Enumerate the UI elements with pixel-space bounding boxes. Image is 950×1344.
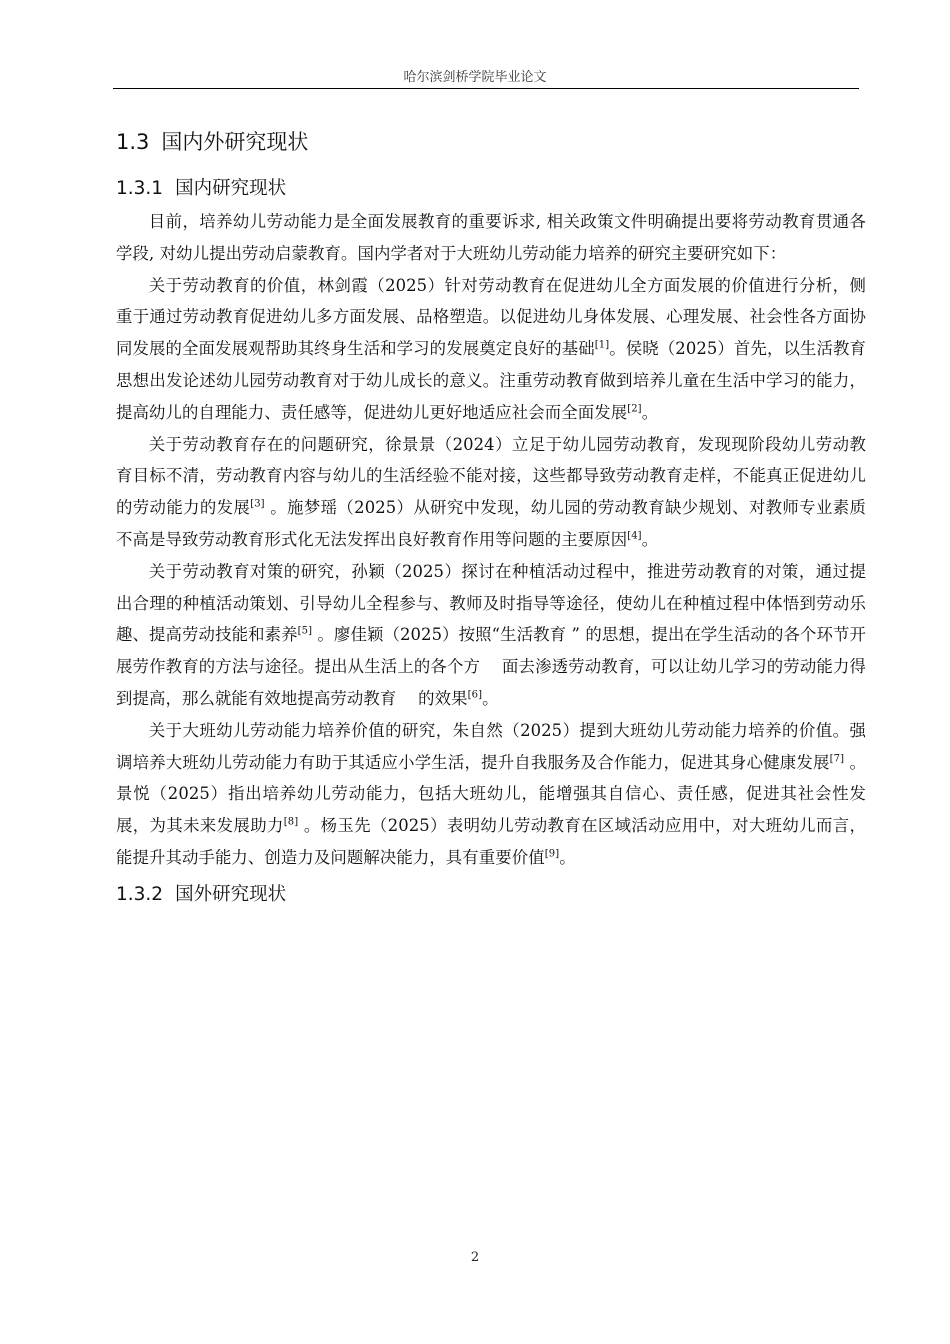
citation-ref[interactable]: [3] (250, 498, 265, 510)
subsection-number: 1.3.2 (116, 883, 164, 905)
section-title: 国内外研究现状 (161, 130, 309, 154)
citation-ref[interactable]: [8] (283, 816, 299, 828)
paragraph-strategies: 关于劳动教育对策的研究，孙颖（2025）探讨在种植活动过程中，推进劳动教育的对策，通过提出合理的种植活动策划、引导幼儿全程参与、教师及时指导等途径，使幼儿在种植过程中体悟到劳动乐趣、提高劳动技能和素养[5] 。廖佳颖（2025）按照“生活教育 ” 的思想，提出在学生活动的各个环节开展劳作教育的方法与途径。提出从生活上的各个方 面去渗透劳动教育，可以让幼儿学习的劳动能力得到提高，那么就能有效地提高劳动教育 的效果[6]。 (116, 561, 866, 708)
citation-ref[interactable]: [2] (627, 403, 642, 415)
subsection-number: 1.3.1 (116, 178, 164, 199)
subsection-title: 国内研究现状 (175, 178, 287, 199)
citation-ref[interactable]: [4] (627, 530, 642, 542)
citation-ref[interactable]: [5] (297, 625, 313, 637)
page-header: 哈尔滨剑桥学院毕业论文 (403, 70, 547, 85)
paragraph-senior-class: 关于大班幼儿劳动能力培养价值的研究，朱自然（2025）提到大班幼儿劳动能力培养的价值。强调培养大班幼儿劳动能力有助于其适应小学生活，提升自我服务及合作能力，促进其身心健康发展[7] 。景悦（2025）指出培养幼儿劳动能力，包括大班幼儿，能增强其自信心、责任感，促进其社会性发展，为其未来发展助力[8] 。杨玉先（2025）表明幼儿劳动教育在区域活动应用中，对大班幼儿而言，能提升其动手能力、创造力及问题解决能力，具有重要价值[9]。 (116, 720, 866, 867)
paragraph-intro: 目前，培养幼儿劳动能力是全面发展教育的重要诉求, 相关政策文件明确提出要将劳动教育贯通各学段, 对幼儿提出劳动启蒙教育。国内学者对于大班幼儿劳动能力培养的研究主要研究如下： (116, 212, 866, 263)
citation-ref[interactable]: [1] (594, 339, 610, 351)
citation-ref[interactable]: [6] (467, 689, 483, 701)
subsection-title: 国外研究现状 (175, 883, 287, 905)
paragraph-value: 关于劳动教育的价值，林剑霞（2025）针对劳动教育在促进幼儿全方面发展的价值进行分析，侧重于通过劳动教育促进幼儿多方面发展、品格塑造。以促进幼儿身体发展、心理发展、社会性各方面协同发展的全面发展观帮助其终身生活和学习的发展奠定良好的基础[1]。侯晓（2025）首先，以生活教育思想出发论述幼儿园劳动教育对于幼儿成长的意义。注重劳动教育做到培养儿童在生活中学习的能力，提高幼儿的自理能力、责任感等，促进幼儿更好地适应社会而全面发展[2]。 (116, 275, 866, 422)
header-divider (113, 88, 859, 89)
subsection-heading-foreign (116, 882, 866, 908)
citation-ref[interactable]: [7] (829, 753, 845, 765)
document-body (116, 120, 866, 912)
section-number: 1.3 (116, 130, 150, 154)
page-number: 2 (470, 1250, 480, 1265)
subsection-heading-domestic (116, 176, 866, 202)
section-heading (116, 128, 866, 156)
paragraph-problems: 关于劳动教育存在的问题研究，徐景景（2024）立足于幼儿园劳动教育，发现现阶段幼儿劳动教育目标不清，劳动教育内容与幼儿的生活经验不能对接，这些都导致劳动教育走样，不能真正促进幼儿的劳动能力的发展[3] 。施梦瑶（2025）从研究中发现，幼儿园的劳动教育缺少规划、对教师专业素质不高是导致劳动教育形式化无法发挥出良好教育作用等问题的主要原因[4]。 (116, 434, 866, 549)
citation-ref[interactable]: [9] (544, 848, 560, 860)
